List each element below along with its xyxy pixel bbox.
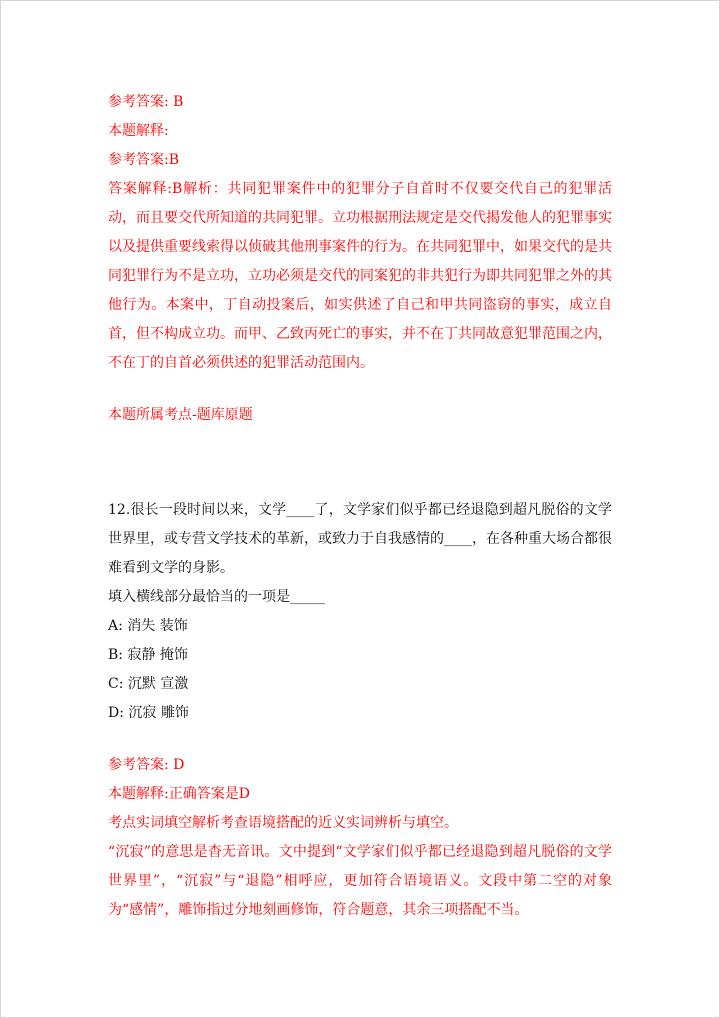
q12-analysis: “沉寂”的意思是杳无音讯。文中提到“文学家们似乎都已经退隐到超凡脱俗的文学世界里”，“沉寂”与“退隐”相呼应，更加符合语境语义。文段中第二空的对象为“感情”，雕饰指过分地刻画修饰，符合题意，其余三项搭配不当。 (108, 844, 612, 918)
q11-analysis: 答案解释:B解析：共同犯罪案件中的犯罪分子自首时不仅要交代自己的犯罪活动，而且要交代所知道的共同犯罪。立功根据刑法规定是交代揭发他人的犯罪事实以及提供重要线索得以侦破其他刑事案件的行为。在共同犯罪中，如果交代的是共同犯罪行为不是立功，立功必须是交代的同案犯的非共犯行为即共同犯罪之外的其他行为。本案中，丁自动投案后，如实供述了自己和甲共同盗窃的事实，成立自首，但不构成立功。而甲、乙致丙死亡的事实，并不在丁共同故意犯罪范围之内，不在丁的自首必须供述的犯罪活动范围内。 (108, 181, 612, 371)
q12-option-b: B: 寂静 掩饰 (108, 647, 188, 663)
document-content (108, 88, 612, 925)
q12-prompt: 填入横线部分最恰当的一项是_____ (108, 589, 325, 605)
q12-option-a: A: 消失 装饰 (108, 618, 188, 634)
q12-answer-label: 参考答案: D (108, 757, 185, 773)
q11-topic: 本题所属考点-题库原题 (108, 407, 253, 423)
q12-explanation-label: 本题解释:正确答案是D (108, 786, 250, 802)
q12-topic-line: 考点实词填空解析考查语境搭配的近义实词辨析与填空。 (108, 815, 458, 831)
q11-answer-ref: 参考答案:B (108, 152, 180, 168)
q11-explanation-label: 本题解释: (108, 123, 169, 139)
q11-answer-label: 参考答案: B (108, 94, 184, 110)
spacer (108, 728, 612, 751)
q12-option-c: C: 沉默 宣激 (108, 676, 189, 692)
spacer (108, 430, 612, 496)
q12-stem: 12.很长一段时间以来，文学____了，文学家们似乎都已经退隐到超凡脱俗的文学世界里，或专营文学技术的革新，或致力于自我感情的____，在各种重大场合都很难看到文学的身影。 (108, 502, 612, 576)
spacer (108, 378, 612, 401)
q12-option-d: D: 沉寂 雕饰 (108, 705, 189, 721)
